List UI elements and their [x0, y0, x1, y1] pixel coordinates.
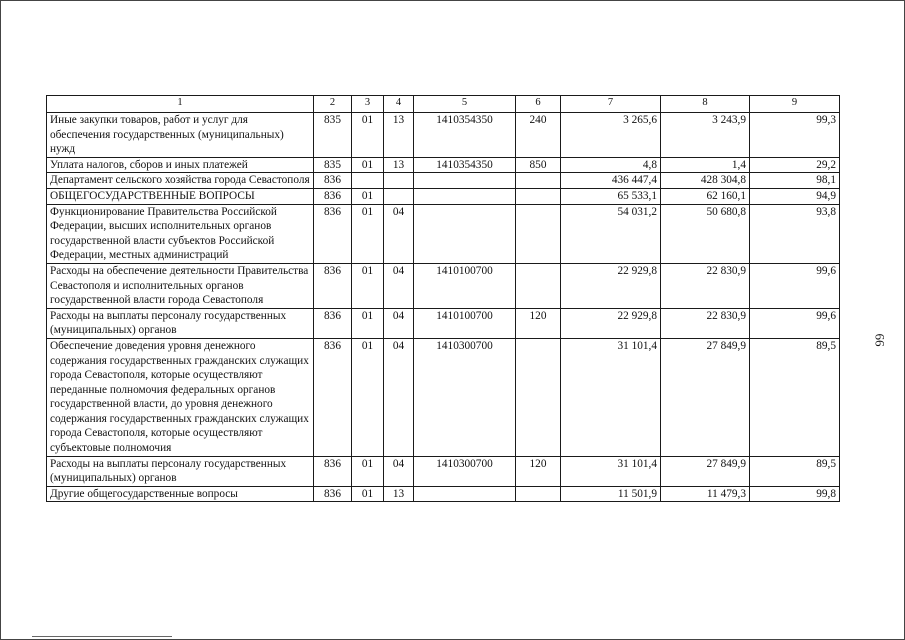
row-name: ОБЩЕГОСУДАРСТВЕННЫЕ ВОПРОСЫ — [47, 188, 314, 204]
row-expense-type — [516, 173, 561, 189]
table-row — [47, 173, 840, 189]
row-executed: 428 304,8 — [661, 173, 750, 189]
row-target-code: 1410354350 — [414, 157, 516, 173]
col-header-7: 7 — [561, 96, 661, 113]
row-planned: 31 101,4 — [561, 338, 661, 456]
row-percent: 94,9 — [750, 188, 840, 204]
row-ministry-code: 835 — [314, 113, 352, 158]
row-expense-type: 240 — [516, 113, 561, 158]
row-subsection-code: 04 — [384, 204, 414, 263]
row-name: Уплата налогов, сборов и иных платежей — [47, 157, 314, 173]
table-row — [47, 308, 840, 338]
row-subsection-code: 04 — [384, 308, 414, 338]
row-ministry-code: 836 — [314, 173, 352, 189]
row-name: Иные закупки товаров, работ и услуг для обеспечения государственных (муниципальных) нужд — [47, 113, 314, 158]
table-row — [47, 113, 840, 158]
col-header-8: 8 — [661, 96, 750, 113]
budget-table — [46, 95, 840, 502]
table-row — [47, 456, 840, 486]
row-section-code: 01 — [352, 113, 384, 158]
row-ministry-code: 836 — [314, 263, 352, 308]
row-planned: 22 929,8 — [561, 263, 661, 308]
row-section-code: 01 — [352, 338, 384, 456]
row-percent: 99,6 — [750, 263, 840, 308]
row-section-code: 01 — [352, 204, 384, 263]
row-executed: 1,4 — [661, 157, 750, 173]
row-percent: 98,1 — [750, 173, 840, 189]
row-percent: 99,6 — [750, 308, 840, 338]
table-row — [47, 204, 840, 263]
row-expense-type — [516, 188, 561, 204]
table-row — [47, 157, 840, 173]
row-percent: 29,2 — [750, 157, 840, 173]
row-section-code: 01 — [352, 188, 384, 204]
row-executed: 50 680,8 — [661, 204, 750, 263]
budget-table-container — [46, 95, 840, 502]
row-ministry-code: 836 — [314, 338, 352, 456]
row-percent: 89,5 — [750, 338, 840, 456]
row-planned: 22 929,8 — [561, 308, 661, 338]
row-name: Департамент сельского хозяйства города Севастополя — [47, 173, 314, 189]
row-planned: 54 031,2 — [561, 204, 661, 263]
row-subsection-code: 13 — [384, 113, 414, 158]
row-ministry-code: 835 — [314, 157, 352, 173]
row-target-code — [414, 204, 516, 263]
row-target-code: 1410300700 — [414, 338, 516, 456]
row-subsection-code — [384, 173, 414, 189]
row-ministry-code: 836 — [314, 486, 352, 502]
row-section-code: 01 — [352, 486, 384, 502]
row-expense-type — [516, 486, 561, 502]
row-expense-type — [516, 263, 561, 308]
table-row — [47, 338, 840, 456]
row-name: Расходы на обеспечение деятельности Правительства Севастополя и исполнительных органов государственной власти города Севастополя — [47, 263, 314, 308]
row-ministry-code: 836 — [314, 456, 352, 486]
row-ministry-code: 836 — [314, 308, 352, 338]
table-row — [47, 263, 840, 308]
row-planned: 31 101,4 — [561, 456, 661, 486]
row-executed: 3 243,9 — [661, 113, 750, 158]
row-target-code: 1410300700 — [414, 456, 516, 486]
row-percent: 99,8 — [750, 486, 840, 502]
row-planned: 4,8 — [561, 157, 661, 173]
col-header-6: 6 — [516, 96, 561, 113]
row-subsection-code: 04 — [384, 263, 414, 308]
row-target-code — [414, 173, 516, 189]
row-name: Функционирование Правительства Российской Федерации, высших исполнительных органов государственной власти субъектов Российской Федерации, местных администраций — [47, 204, 314, 263]
row-name: Расходы на выплаты персоналу государственных (муниципальных) органов — [47, 308, 314, 338]
row-section-code — [352, 173, 384, 189]
row-executed: 11 479,3 — [661, 486, 750, 502]
row-expense-type — [516, 204, 561, 263]
table-row — [47, 486, 840, 502]
row-section-code: 01 — [352, 263, 384, 308]
row-expense-type: 120 — [516, 308, 561, 338]
page-number: 66 — [872, 333, 888, 347]
table-row — [47, 188, 840, 204]
scan-edge-line — [32, 636, 172, 637]
col-header-9: 9 — [750, 96, 840, 113]
col-header-4: 4 — [384, 96, 414, 113]
row-executed: 27 849,9 — [661, 456, 750, 486]
row-planned: 11 501,9 — [561, 486, 661, 502]
col-header-3: 3 — [352, 96, 384, 113]
row-percent: 89,5 — [750, 456, 840, 486]
row-planned: 3 265,6 — [561, 113, 661, 158]
row-subsection-code: 13 — [384, 157, 414, 173]
row-expense-type: 850 — [516, 157, 561, 173]
row-executed: 22 830,9 — [661, 308, 750, 338]
header-row — [47, 96, 840, 113]
row-percent: 99,3 — [750, 113, 840, 158]
col-header-2: 2 — [314, 96, 352, 113]
row-section-code: 01 — [352, 157, 384, 173]
col-header-1: 1 — [47, 96, 314, 113]
row-target-code — [414, 486, 516, 502]
row-ministry-code: 836 — [314, 188, 352, 204]
row-executed: 27 849,9 — [661, 338, 750, 456]
row-planned: 65 533,1 — [561, 188, 661, 204]
row-planned: 436 447,4 — [561, 173, 661, 189]
row-target-code: 1410354350 — [414, 113, 516, 158]
row-percent: 93,8 — [750, 204, 840, 263]
row-target-code: 1410100700 — [414, 308, 516, 338]
row-executed: 62 160,1 — [661, 188, 750, 204]
row-executed: 22 830,9 — [661, 263, 750, 308]
col-header-5: 5 — [414, 96, 516, 113]
row-name: Другие общегосударственные вопросы — [47, 486, 314, 502]
row-name: Обеспечение доведения уровня денежного содержания государственных гражданских служащих города Севастополя, которые осуществляют переданные полномочия федеральных органов государственной власти, до уровня денежного содержания государственных гражданских служащих города Севастополя, которые осуществляют субъектовые полномочия — [47, 338, 314, 456]
row-subsection-code: 04 — [384, 456, 414, 486]
row-ministry-code: 836 — [314, 204, 352, 263]
row-name: Расходы на выплаты персоналу государственных (муниципальных) органов — [47, 456, 314, 486]
row-subsection-code — [384, 188, 414, 204]
row-expense-type: 120 — [516, 456, 561, 486]
row-subsection-code: 13 — [384, 486, 414, 502]
row-target-code: 1410100700 — [414, 263, 516, 308]
row-subsection-code: 04 — [384, 338, 414, 456]
row-target-code — [414, 188, 516, 204]
row-section-code: 01 — [352, 456, 384, 486]
row-expense-type — [516, 338, 561, 456]
row-section-code: 01 — [352, 308, 384, 338]
